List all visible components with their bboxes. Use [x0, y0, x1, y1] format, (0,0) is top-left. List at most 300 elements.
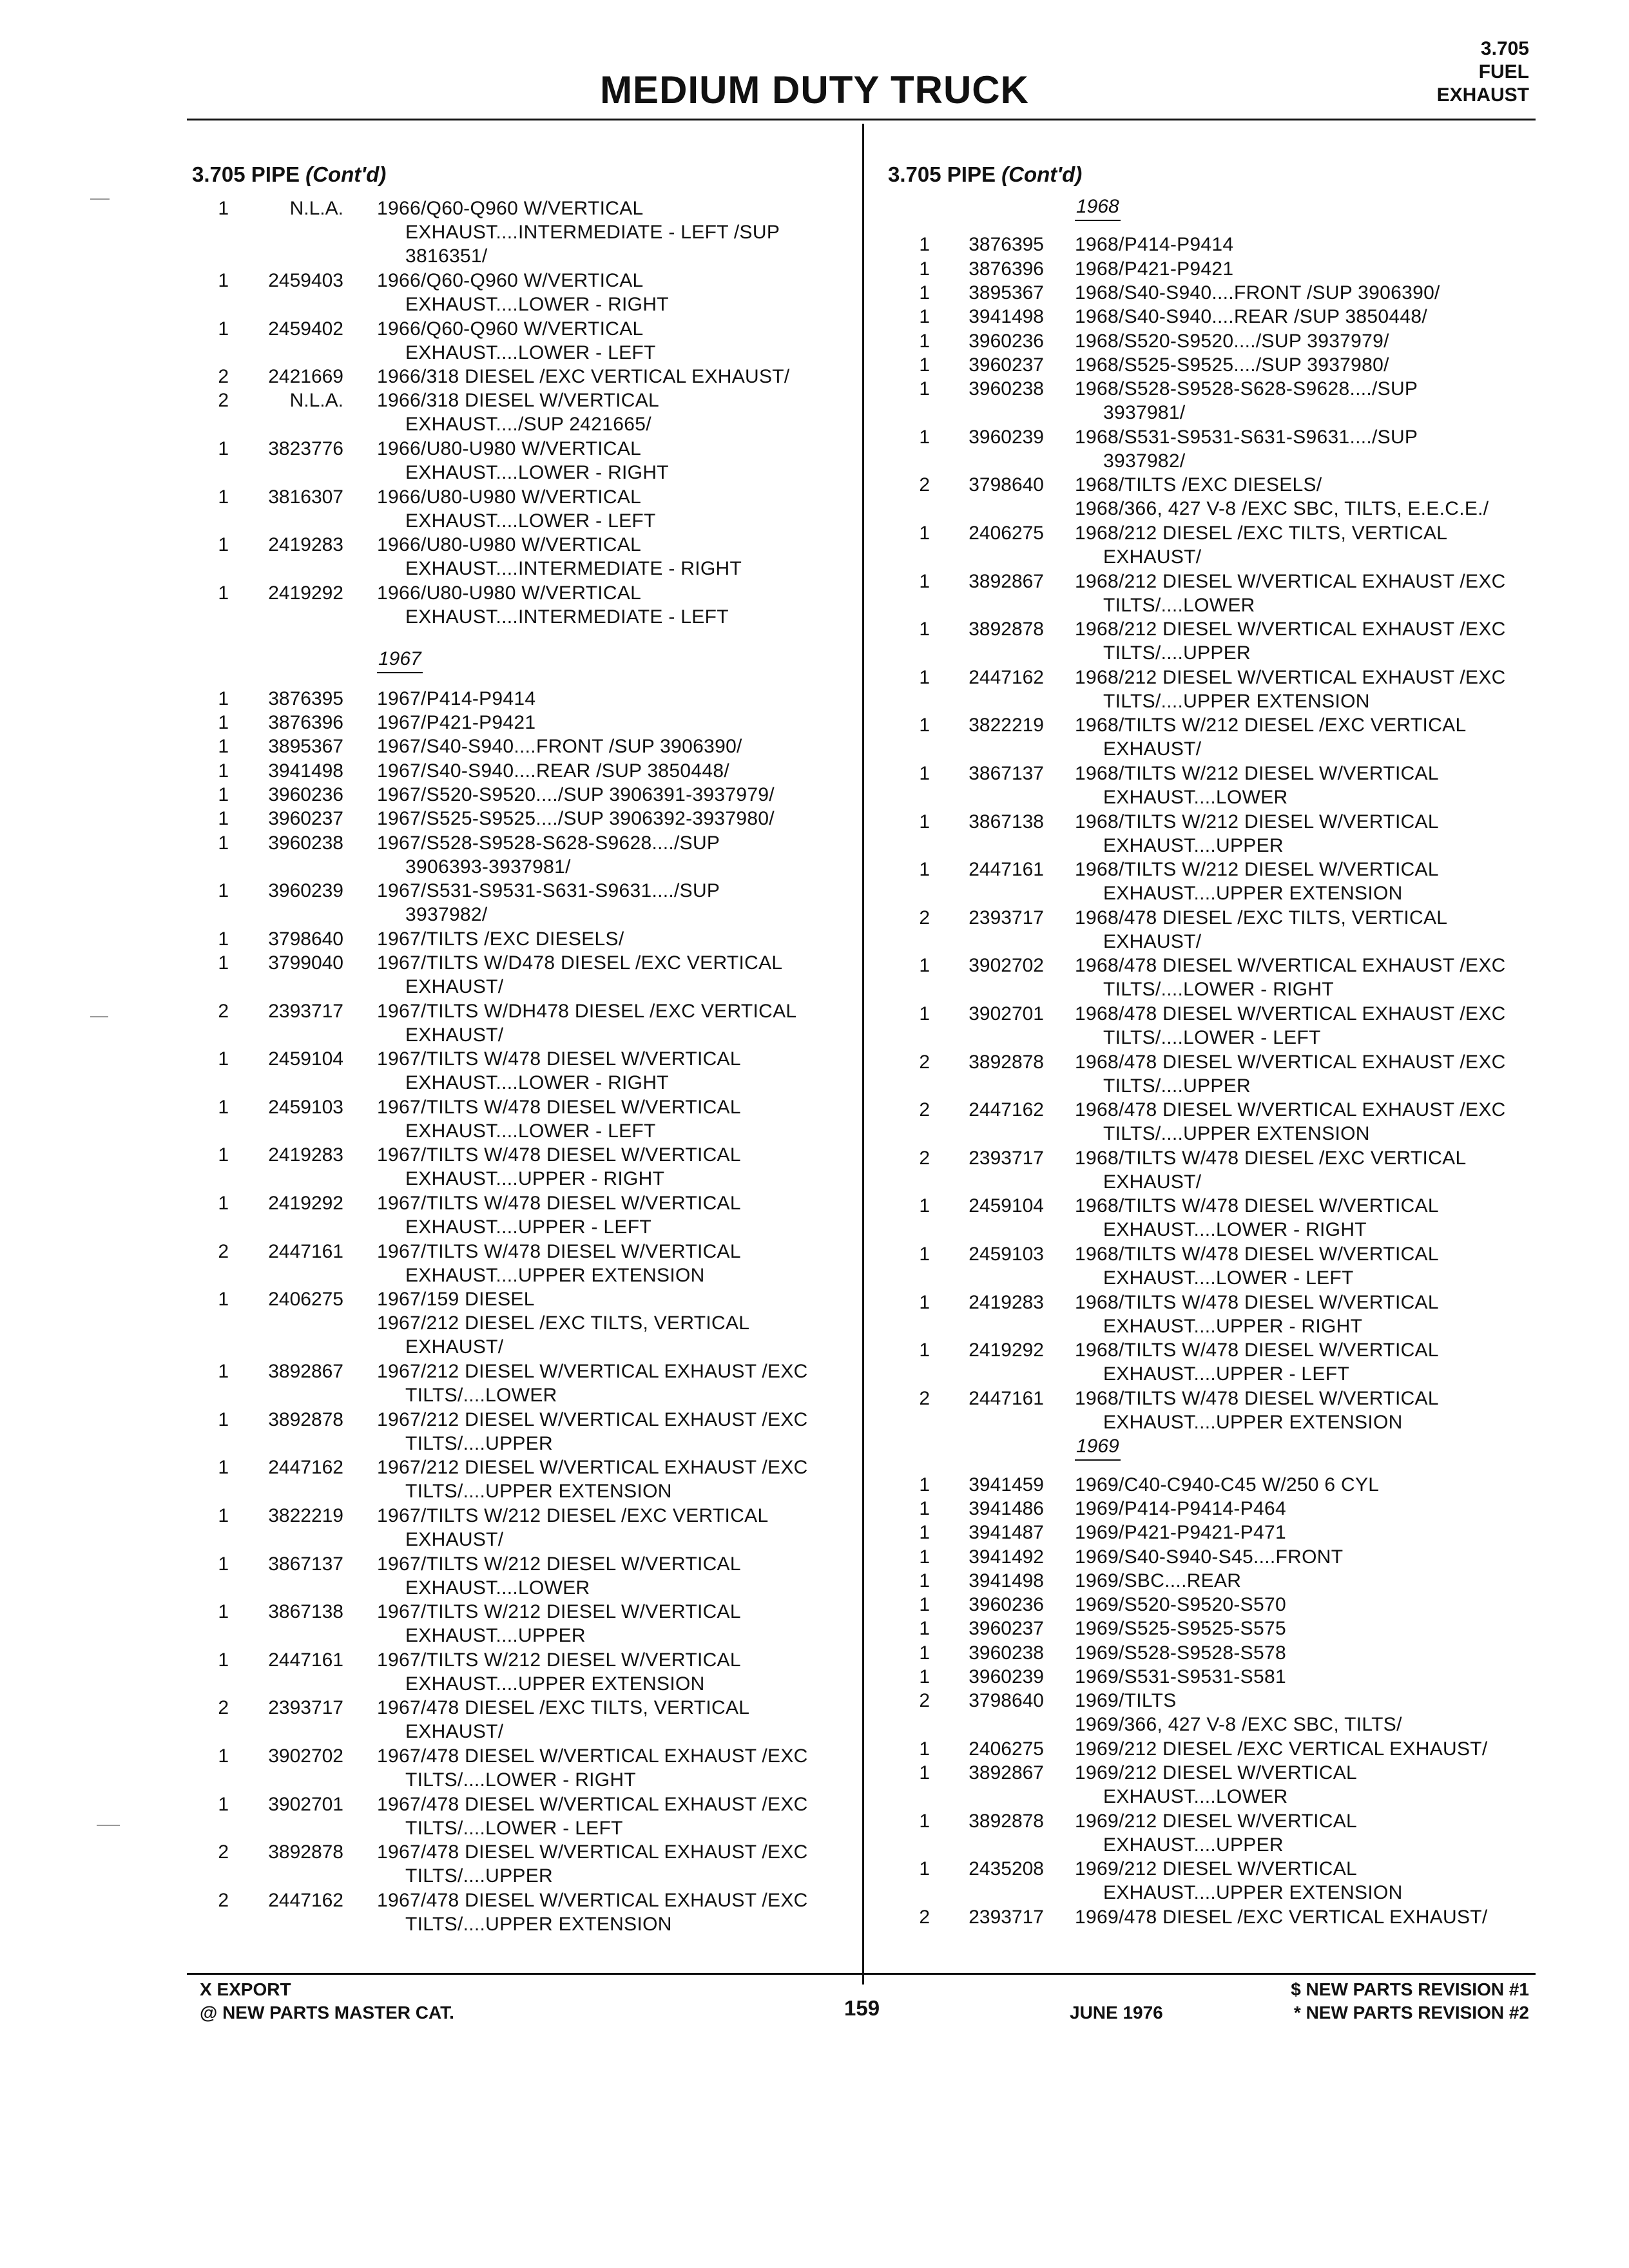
- item-quantity: 1: [218, 712, 229, 733]
- description-line: 1969/S531-S9531-S581: [1075, 1666, 1286, 1687]
- description-line: 1966/Q60-Q960 W/VERTICAL: [377, 318, 644, 340]
- description-line: 1967/S520-S9520..../SUP 3906391-3937979/: [377, 783, 775, 805]
- part-number: 3902701: [268, 1793, 343, 1815]
- item-description: [377, 687, 535, 711]
- description-line: 1969/212 DIESEL W/VERTICAL: [1075, 1762, 1358, 1784]
- part-number: 3960237: [969, 354, 1044, 376]
- item-description: [1075, 353, 1389, 377]
- part-number: 3892878: [268, 1408, 343, 1430]
- description-line: EXHAUST/: [405, 976, 504, 997]
- item-quantity: 1: [218, 1504, 229, 1526]
- item-description: [377, 1600, 741, 1648]
- part-number: 3823776: [268, 438, 343, 459]
- item-quantity: 1: [919, 522, 930, 544]
- description-line: 1968/212 DIESEL W/VERTICAL EXHAUST /EXC: [1075, 619, 1506, 640]
- description-line: 1968/TILTS W/478 DIESEL W/VERTICAL: [1075, 1243, 1439, 1265]
- item-description: [377, 485, 656, 533]
- item-quantity: 1: [218, 1793, 229, 1815]
- description-line: 1966/U80-U980 W/VERTICAL: [377, 438, 642, 459]
- item-quantity: 1: [919, 1642, 930, 1664]
- description-line: TILTS/....LOWER - LEFT: [405, 1817, 623, 1839]
- item-quantity: 1: [919, 666, 930, 688]
- item-description: [377, 879, 720, 927]
- item-description: [377, 999, 796, 1047]
- item-quantity: 1: [919, 426, 930, 448]
- description-line: TILTS/....LOWER - LEFT: [1103, 1026, 1321, 1048]
- description-line: 1966/U80-U980 W/VERTICAL: [377, 534, 642, 556]
- item-description: [377, 437, 669, 485]
- description-line: EXHAUST....LOWER - LEFT: [405, 341, 656, 363]
- publication-date: JUNE 1976: [1070, 2003, 1163, 2023]
- item-description: [1075, 1737, 1488, 1761]
- part-number: 3902702: [268, 1745, 343, 1767]
- part-number: 2459104: [969, 1195, 1044, 1217]
- description-line: TILTS/....LOWER - RIGHT: [1103, 979, 1335, 1001]
- part-number: 3895367: [268, 736, 343, 758]
- description-line: 1967/TILTS /EXC DIESELS/: [377, 928, 624, 950]
- year-heading: [1075, 195, 1146, 221]
- item-description: [377, 1648, 741, 1696]
- description-line: 1967/TILTS W/DH478 DIESEL /EXC VERTICAL: [377, 1000, 797, 1022]
- item-quantity: 1: [919, 258, 930, 280]
- description-line: EXHAUST....UPPER EXTENSION: [1103, 1411, 1403, 1433]
- item-quantity: 1: [218, 952, 229, 974]
- item-quantity: 1: [919, 715, 930, 736]
- page-number: 159: [844, 1996, 880, 2020]
- item-quantity: 1: [919, 1762, 930, 1784]
- item-quantity: 1: [218, 534, 229, 556]
- description-line: 1968/S528-S9528-S628-S9628..../SUP: [1075, 378, 1418, 400]
- item-description: [1075, 570, 1506, 617]
- description-line: 1968/212 DIESEL /EXC TILTS, VERTICAL: [1075, 522, 1448, 544]
- section-heading-cont: (Cont'd): [1001, 162, 1083, 186]
- description-line: 1967/TILTS W/478 DIESEL W/VERTICAL: [377, 1096, 741, 1118]
- legend-new-parts-master: @ NEW PARTS MASTER CAT.: [200, 2003, 454, 2023]
- description-line: EXHAUST....INTERMEDIATE - RIGHT: [405, 558, 742, 580]
- part-number: 3876395: [268, 687, 343, 709]
- part-number: 3960237: [268, 808, 343, 830]
- part-number: 3867138: [969, 811, 1044, 832]
- part-number: 3960236: [969, 330, 1044, 352]
- description-line: EXHAUST....LOWER - LEFT: [405, 510, 656, 532]
- item-description: [1075, 1665, 1286, 1689]
- item-description: [377, 1143, 741, 1191]
- part-number: 2447162: [268, 1457, 343, 1479]
- description-line: 1968/TILTS W/478 DIESEL W/VERTICAL: [1075, 1387, 1439, 1409]
- description-line: 1969/478 DIESEL /EXC VERTICAL EXHAUST/: [1075, 1907, 1488, 1928]
- part-number: 3876396: [268, 712, 343, 733]
- description-line: EXHAUST....LOWER: [405, 1577, 590, 1599]
- part-number: 3941498: [268, 760, 343, 782]
- description-line: TILTS/....LOWER - RIGHT: [405, 1769, 637, 1791]
- item-description: [1075, 1617, 1286, 1640]
- description-line: 1967/478 DIESEL W/VERTICAL EXHAUST /EXC: [377, 1841, 808, 1863]
- part-number: 3902701: [969, 1003, 1044, 1024]
- item-quantity: 1: [919, 1738, 930, 1760]
- item-quantity: 2: [919, 1690, 930, 1712]
- item-quantity: 1: [919, 378, 930, 400]
- description-line: 1968/S525-S9525..../SUP 3937980/: [1075, 354, 1389, 376]
- description-line: EXHAUST/: [1103, 738, 1202, 760]
- description-line: TILTS/....UPPER EXTENSION: [1103, 1123, 1370, 1145]
- description-line: 1967/S528-S9528-S628-S9628..../SUP: [377, 832, 720, 854]
- part-number: 3892867: [969, 570, 1044, 592]
- description-line: 1968/TILTS /EXC DIESELS/: [1075, 474, 1322, 496]
- description-line: 1969/P414-P9414-P464: [1075, 1497, 1286, 1519]
- description-line: 1969/TILTS: [1075, 1690, 1177, 1712]
- item-quantity: 1: [919, 1340, 930, 1361]
- part-number: 3941492: [969, 1546, 1044, 1568]
- part-number: 2419292: [969, 1340, 1044, 1361]
- item-description: [1075, 1098, 1506, 1146]
- description-line: 1967/TILTS W/D478 DIESEL /EXC VERTICAL: [377, 952, 783, 974]
- item-quantity: 1: [919, 1195, 930, 1217]
- part-number: 2419283: [268, 534, 343, 556]
- item-description: [1075, 1497, 1286, 1521]
- description-line: 1969/212 DIESEL W/VERTICAL: [1075, 1858, 1358, 1880]
- item-quantity: 1: [218, 808, 229, 830]
- item-description: [377, 1456, 808, 1503]
- description-line: TILTS/....UPPER EXTENSION: [1103, 690, 1370, 712]
- part-number: 3960238: [969, 1642, 1044, 1664]
- item-quantity: 1: [218, 760, 229, 782]
- section-heading-number: 3.705: [192, 162, 246, 186]
- description-line: 1968/TILTS W/212 DIESEL W/VERTICAL: [1075, 811, 1439, 832]
- part-number: 3892867: [969, 1762, 1044, 1784]
- item-description: [1075, 810, 1439, 858]
- part-number: 3941498: [969, 306, 1044, 328]
- scan-mark: [90, 198, 110, 200]
- year-label: 1969: [1075, 1434, 1121, 1461]
- description-line: EXHAUST/: [1103, 546, 1202, 568]
- item-description: [377, 1552, 741, 1600]
- item-quantity: 1: [218, 1601, 229, 1623]
- section-heading-number: 3.705: [888, 162, 941, 186]
- item-quantity: 1: [218, 1193, 229, 1214]
- item-quantity: 2: [919, 1147, 930, 1169]
- item-description: [1075, 1387, 1439, 1434]
- item-description: [1075, 1146, 1466, 1194]
- description-line: 1968/478 DIESEL W/VERTICAL EXHAUST /EXC: [1075, 1051, 1506, 1073]
- description-line: 1967/S40-S940....FRONT /SUP 3906390/: [377, 736, 742, 758]
- item-quantity: 1: [919, 1810, 930, 1832]
- part-number: 3960236: [268, 783, 343, 805]
- item-description: [377, 317, 656, 365]
- item-description: [1075, 1545, 1343, 1569]
- description-line: 1967/TILTS W/478 DIESEL W/VERTICAL: [377, 1240, 741, 1262]
- description-line: 1967/S40-S940....REAR /SUP 3850448/: [377, 760, 729, 782]
- description-line: TILTS/....UPPER: [405, 1865, 553, 1887]
- item-quantity: 1: [218, 1144, 229, 1166]
- part-number: 2393717: [268, 1697, 343, 1719]
- part-number: 3798640: [969, 474, 1044, 496]
- item-quantity: 1: [919, 282, 930, 303]
- item-description: [1075, 305, 1427, 329]
- item-description: [1075, 1809, 1357, 1857]
- item-quantity: 1: [218, 1361, 229, 1383]
- section-heading-name: PIPE: [947, 162, 996, 186]
- item-quantity: 1: [218, 928, 229, 950]
- item-description: [1075, 473, 1489, 521]
- part-number: 3960238: [268, 832, 343, 854]
- part-number: 3902702: [969, 955, 1044, 977]
- item-quantity: 1: [919, 859, 930, 881]
- description-line: EXHAUST....UPPER EXTENSION: [405, 1264, 705, 1286]
- item-quantity: 1: [218, 486, 229, 508]
- item-description: [1075, 425, 1418, 473]
- item-quantity: 1: [218, 736, 229, 758]
- item-quantity: 1: [919, 1497, 930, 1519]
- item-description: [1075, 1689, 1402, 1736]
- description-line: EXHAUST....INTERMEDIATE - LEFT: [405, 606, 729, 628]
- item-quantity: 2: [218, 1000, 229, 1022]
- part-number: 3798640: [969, 1690, 1044, 1712]
- item-description: [1075, 1857, 1403, 1905]
- description-line: 1969/S528-S9528-S578: [1075, 1642, 1286, 1664]
- description-line: 3937982/: [1103, 450, 1186, 472]
- part-number: 2447162: [268, 1889, 343, 1911]
- description-line: 1968/S531-S9531-S631-S9631..../SUP: [1075, 426, 1418, 448]
- description-line: EXHAUST....UPPER EXTENSION: [1103, 1882, 1403, 1904]
- item-quantity: 1: [919, 1474, 930, 1495]
- part-number: 3960239: [969, 426, 1044, 448]
- item-quantity: 1: [919, 1243, 930, 1265]
- part-number: 2406275: [268, 1289, 343, 1311]
- item-quantity: 2: [218, 1841, 229, 1863]
- item-quantity: 1: [919, 1858, 930, 1880]
- description-line: EXHAUST....UPPER - LEFT: [1103, 1363, 1349, 1385]
- item-description: [1075, 1521, 1286, 1544]
- description-line: 1968/212 DIESEL W/VERTICAL EXHAUST /EXC: [1075, 570, 1506, 592]
- item-quantity: 2: [218, 366, 229, 388]
- description-line: 1967/TILTS W/212 DIESEL W/VERTICAL: [377, 1601, 741, 1623]
- description-line: 1967/TILTS W/212 DIESEL W/VERTICAL: [377, 1649, 741, 1671]
- year-heading: [1075, 1434, 1146, 1461]
- item-quantity: 2: [218, 1889, 229, 1911]
- item-description: [377, 581, 729, 629]
- item-description: [1075, 617, 1506, 665]
- item-description: [377, 1696, 749, 1744]
- item-description: [377, 365, 790, 389]
- description-line: 1967/P421-P9421: [377, 712, 536, 733]
- part-number: 2447162: [969, 666, 1044, 688]
- item-quantity: 1: [218, 880, 229, 902]
- item-quantity: 2: [919, 1387, 930, 1409]
- part-number: 2447161: [268, 1649, 343, 1671]
- part-number: 3822219: [268, 1504, 343, 1526]
- part-number: 3867137: [969, 762, 1044, 784]
- part-number: 3892878: [969, 1810, 1044, 1832]
- part-number: 3960236: [969, 1594, 1044, 1616]
- legend-revision-2: * NEW PARTS REVISION #2: [1293, 2003, 1529, 2023]
- description-line: 1968/212 DIESEL W/VERTICAL EXHAUST /EXC: [1075, 666, 1506, 688]
- description-line: 1968/478 DIESEL W/VERTICAL EXHAUST /EXC: [1075, 1099, 1506, 1121]
- description-line: 1969/C40-C940-C45 W/250 6 CYL: [1075, 1474, 1380, 1495]
- description-line: 1968/S40-S940....FRONT /SUP 3906390/: [1075, 282, 1440, 303]
- item-description: [1075, 1593, 1286, 1617]
- description-line: 1968/366, 427 V-8 /EXC SBC, TILTS, E.E.C.E./: [1075, 498, 1489, 520]
- item-description: [377, 1792, 808, 1840]
- description-line: 1968/S520-S9520..../SUP 3937979/: [1075, 330, 1389, 352]
- description-line: 1968/TILTS W/478 DIESEL W/VERTICAL: [1075, 1291, 1439, 1313]
- item-quantity: 1: [919, 1522, 930, 1544]
- description-line: EXHAUST....LOWER - RIGHT: [405, 1072, 669, 1094]
- item-quantity: 1: [218, 1289, 229, 1311]
- description-line: EXHAUST....INTERMEDIATE - LEFT /SUP: [405, 222, 780, 243]
- item-quantity: 1: [218, 1745, 229, 1767]
- item-description: [1075, 1473, 1379, 1497]
- header-rule: [187, 119, 1536, 120]
- description-line: TILTS/....UPPER EXTENSION: [405, 1913, 672, 1935]
- description-line: EXHAUST....UPPER - LEFT: [405, 1216, 651, 1238]
- description-line: 3816351/: [405, 245, 488, 267]
- description-line: 1967/478 DIESEL /EXC TILTS, VERTICAL: [377, 1697, 750, 1719]
- item-description: [377, 1095, 741, 1143]
- part-number: 2435208: [969, 1858, 1044, 1880]
- description-line: TILTS/....UPPER: [1103, 642, 1251, 664]
- item-description: [377, 1360, 808, 1407]
- item-description: [377, 831, 720, 879]
- part-number: 2421669: [268, 366, 343, 388]
- item-description: [377, 783, 775, 807]
- part-number: N.L.A.: [289, 390, 343, 412]
- year-heading: [377, 647, 448, 673]
- item-description: [1075, 377, 1418, 425]
- item-quantity: 1: [218, 438, 229, 459]
- item-quantity: 1: [919, 1618, 930, 1640]
- section-heading-left: [192, 162, 386, 186]
- category-label: FUEL: [1478, 61, 1529, 82]
- item-description: [1075, 954, 1506, 1001]
- item-quantity: 2: [919, 474, 930, 496]
- part-number: 3941498: [969, 1570, 1044, 1591]
- description-line: 1968/478 DIESEL W/VERTICAL EXHAUST /EXC: [1075, 1003, 1506, 1024]
- item-description: [1075, 329, 1389, 353]
- description-line: EXHAUST..../SUP 2421665/: [405, 414, 651, 436]
- description-line: 1969/S525-S9525-S575: [1075, 1618, 1286, 1640]
- description-line: 1967/478 DIESEL W/VERTICAL EXHAUST /EXC: [377, 1745, 808, 1767]
- description-line: 1967/S531-S9531-S631-S9631..../SUP: [377, 880, 720, 902]
- description-line: 1969/SBC....REAR: [1075, 1570, 1242, 1591]
- item-quantity: 1: [218, 1408, 229, 1430]
- description-line: EXHAUST....LOWER - RIGHT: [405, 293, 669, 315]
- item-quantity: 2: [919, 907, 930, 928]
- item-quantity: 1: [218, 1096, 229, 1118]
- description-line: 1967/212 DIESEL W/VERTICAL EXHAUST /EXC: [377, 1457, 808, 1479]
- item-quantity: 1: [218, 198, 229, 219]
- item-description: [1075, 906, 1447, 954]
- part-number: 3798640: [268, 928, 343, 950]
- description-line: EXHAUST/: [405, 1024, 504, 1046]
- description-line: 3937982/: [405, 904, 488, 926]
- item-description: [1075, 1291, 1439, 1338]
- item-description: [377, 533, 742, 581]
- description-line: TILTS/....LOWER: [405, 1385, 557, 1407]
- part-number: 2459103: [969, 1243, 1044, 1265]
- description-line: 1967/TILTS W/478 DIESEL W/VERTICAL: [377, 1144, 741, 1166]
- item-quantity: 1: [919, 619, 930, 640]
- part-number: 2393717: [268, 1000, 343, 1022]
- description-line: EXHAUST....LOWER - LEFT: [405, 1120, 656, 1142]
- item-description: [377, 1840, 808, 1888]
- part-number: 2459104: [268, 1048, 343, 1070]
- item-description: [1075, 762, 1439, 809]
- item-quantity: 1: [919, 955, 930, 977]
- description-line: 1968/P414-P9414: [1075, 234, 1234, 256]
- scan-mark: [90, 1016, 108, 1017]
- item-quantity: 1: [919, 354, 930, 376]
- part-number: 2419283: [268, 1144, 343, 1166]
- item-description: [377, 951, 782, 999]
- scan-mark: [97, 1825, 120, 1826]
- item-quantity: 1: [919, 330, 930, 352]
- description-line: 1967/212 DIESEL W/VERTICAL EXHAUST /EXC: [377, 1408, 808, 1430]
- item-description: [377, 735, 742, 758]
- item-quantity: 1: [919, 811, 930, 832]
- item-description: [377, 1191, 741, 1239]
- description-line: EXHAUST....UPPER - RIGHT: [1103, 1315, 1363, 1337]
- description-line: 1968/P421-P9421: [1075, 258, 1234, 280]
- item-description: [377, 1888, 808, 1936]
- item-quantity: 1: [218, 318, 229, 340]
- item-quantity: 2: [218, 390, 229, 412]
- part-number: 3867138: [268, 1601, 343, 1623]
- description-line: 1968/TILTS W/478 DIESEL /EXC VERTICAL: [1075, 1147, 1467, 1169]
- part-number: 3892878: [969, 619, 1044, 640]
- description-line: TILTS/....UPPER: [1103, 1075, 1251, 1097]
- description-line: 1968/478 DIESEL /EXC TILTS, VERTICAL: [1075, 907, 1448, 928]
- item-quantity: 1: [218, 783, 229, 805]
- item-description: [377, 1047, 741, 1095]
- section-heading-cont: (Cont'd): [305, 162, 387, 186]
- part-number: 2459402: [268, 318, 343, 340]
- item-quantity: 1: [919, 1666, 930, 1687]
- item-quantity: 1: [919, 1291, 930, 1313]
- item-description: [1075, 1641, 1286, 1665]
- description-line: 1967/159 DIESEL: [377, 1289, 535, 1311]
- description-line: 1966/U80-U980 W/VERTICAL: [377, 486, 642, 508]
- item-description: [377, 269, 669, 316]
- item-quantity: 1: [218, 687, 229, 709]
- part-number: 3960238: [969, 378, 1044, 400]
- description-line: 1966/318 DIESEL /EXC VERTICAL EXHAUST/: [377, 366, 790, 388]
- description-line: 1967/TILTS W/212 DIESEL W/VERTICAL: [377, 1553, 741, 1575]
- item-description: [377, 927, 624, 951]
- part-number: 3876396: [969, 258, 1044, 280]
- description-line: EXHAUST....UPPER: [1103, 834, 1284, 856]
- description-line: 1968/TILTS W/212 DIESEL W/VERTICAL: [1075, 762, 1439, 784]
- description-line: 1968/TILTS W/212 DIESEL W/VERTICAL: [1075, 859, 1439, 881]
- item-description: [377, 197, 780, 268]
- item-quantity: 2: [919, 1907, 930, 1928]
- item-description: [1075, 281, 1440, 305]
- item-quantity: 2: [919, 1051, 930, 1073]
- item-description: [377, 759, 729, 783]
- description-line: EXHAUST....UPPER EXTENSION: [1103, 883, 1403, 905]
- year-label: 1967: [377, 647, 423, 673]
- description-line: 1967/S525-S9525..../SUP 3906392-3937980/: [377, 808, 775, 830]
- description-line: 1967/212 DIESEL /EXC TILTS, VERTICAL: [377, 1312, 750, 1334]
- item-quantity: 1: [919, 234, 930, 256]
- description-line: 1967/TILTS W/212 DIESEL /EXC VERTICAL: [377, 1504, 769, 1526]
- description-line: 1968/S40-S940....REAR /SUP 3850448/: [1075, 306, 1427, 328]
- item-quantity: 1: [919, 1570, 930, 1591]
- description-line: 1967/478 DIESEL W/VERTICAL EXHAUST /EXC: [377, 1793, 808, 1815]
- item-description: [1075, 713, 1466, 761]
- part-number: 2419283: [969, 1291, 1044, 1313]
- part-number: 3895367: [969, 282, 1044, 303]
- description-line: 1968/TILTS W/478 DIESEL W/VERTICAL: [1075, 1195, 1439, 1217]
